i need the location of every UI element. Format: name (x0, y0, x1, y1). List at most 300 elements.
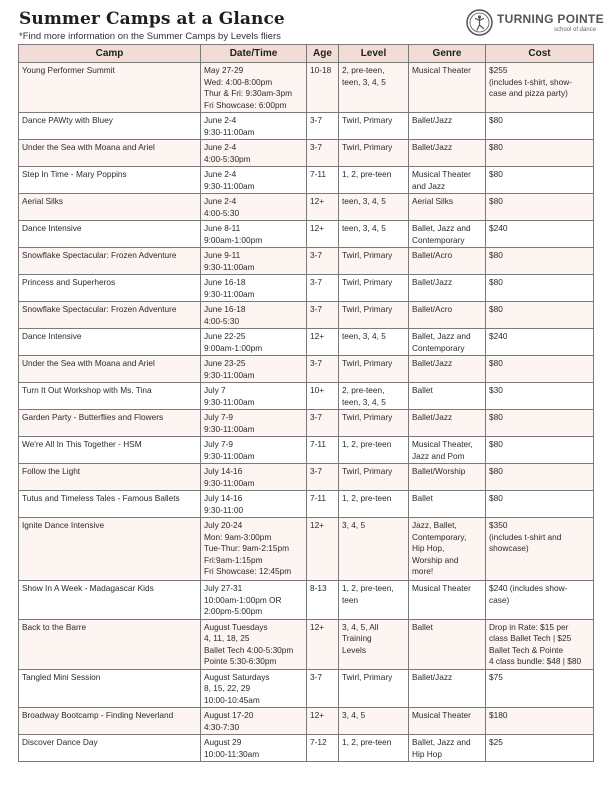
level-cell (339, 140, 409, 167)
table-row (19, 708, 594, 735)
cost-cell (486, 302, 594, 329)
date-time-cell (201, 329, 307, 356)
table-row (19, 275, 594, 302)
camp-name-cell: Under the Sea with Moana and Ariel (19, 356, 201, 383)
age-cell: 3-7 (307, 302, 339, 329)
date-time-cell (201, 581, 307, 620)
genre-line: Ballet (412, 385, 433, 395)
date-time-cell (201, 221, 307, 248)
cost-cell (486, 63, 594, 113)
age-cell: 12+ (307, 329, 339, 356)
camp-name-cell: Tangled Mini Session (19, 669, 201, 708)
date-time-line: June 2-4 (204, 142, 237, 152)
level-cell (339, 491, 409, 518)
date-time-cell (201, 518, 307, 581)
date-time-line: 9:30-11:00am (204, 261, 255, 272)
genre-line: Ballet (412, 493, 433, 503)
level-line: Twirl, Primary (342, 142, 393, 152)
age-cell: 3-7 (307, 410, 339, 437)
age-cell: 12+ (307, 619, 339, 669)
date-time-line: Fri Showcase: 12:45pm (204, 566, 292, 576)
level-cell (339, 437, 409, 464)
camp-name-cell: Dance Intensive (19, 221, 201, 248)
date-time-cell (201, 356, 307, 383)
level-cell (339, 63, 409, 113)
level-cell (339, 383, 409, 410)
date-time-line: May 27-29 (204, 65, 244, 75)
cost-line: $80 (489, 466, 503, 476)
cost-line: Ballet Tech & Pointe (489, 644, 564, 655)
date-time-line: 4:00-5:30 (204, 207, 240, 218)
date-time-cell (201, 383, 307, 410)
level-line: 1, 2, pre-teen, (342, 583, 394, 593)
date-time-line: Wed: 4:00-8:00pm (204, 76, 273, 87)
date-time-line: July 20-24 (204, 520, 243, 530)
camp-name-cell: Dance PAWty with Bluey (19, 113, 201, 140)
date-time-cell (201, 437, 307, 464)
date-time-cell (201, 167, 307, 194)
level-cell (339, 518, 409, 581)
level-cell (339, 669, 409, 708)
cost-line: case) (489, 594, 510, 605)
date-time-line: Pointe 5:30-6:30pm (204, 656, 277, 666)
camps-table (18, 44, 594, 762)
date-time-line: August 29 (204, 737, 242, 747)
camp-name-cell: Tutus and Timeless Tales - Famous Ballets (19, 491, 201, 518)
camp-name-cell: Snowflake Spectacular: Frozen Adventure (19, 248, 201, 275)
cost-line: (includes t-shirt and (489, 531, 562, 542)
level-cell (339, 329, 409, 356)
level-line: teen, 3, 4, 5 (342, 223, 386, 233)
level-cell (339, 248, 409, 275)
camp-name-cell: Show In A Week - Madagascar Kids (19, 581, 201, 620)
genre-cell (409, 437, 486, 464)
date-time-line: August Tuesdays (204, 621, 268, 632)
table-row (19, 140, 594, 167)
cost-line: $240 (489, 223, 508, 233)
date-time-cell (201, 669, 307, 708)
date-time-line: 9:00am-1:00pm (204, 234, 263, 245)
cost-line: $80 (489, 304, 503, 314)
level-line: teen, 3, 4, 5 (342, 196, 386, 206)
cost-cell (486, 194, 594, 221)
table-row (19, 410, 594, 437)
age-cell: 7-11 (307, 167, 339, 194)
genre-cell (409, 194, 486, 221)
level-cell (339, 410, 409, 437)
level-line: Levels (342, 644, 366, 655)
genre-cell (409, 619, 486, 669)
column-header-age: Age (307, 45, 339, 63)
level-line: 1, 2, pre-teen (342, 737, 392, 747)
cost-cell (486, 140, 594, 167)
date-time-line: June 16-18 (204, 304, 246, 314)
date-time-cell (201, 275, 307, 302)
camp-name-cell: Garden Party - Butterflies and Flowers (19, 410, 201, 437)
camp-name-cell: Follow the Light (19, 464, 201, 491)
level-cell (339, 356, 409, 383)
level-line: teen, 3, 4, 5 (342, 76, 386, 87)
age-cell: 3-7 (307, 140, 339, 167)
cost-line: $180 (489, 710, 508, 720)
date-time-line: 9:30-11:00 (204, 504, 244, 515)
genre-cell (409, 383, 486, 410)
level-cell (339, 113, 409, 140)
date-time-line: 4, 11, 18, 25 (204, 633, 250, 643)
level-cell (339, 735, 409, 762)
school-logo (466, 9, 602, 37)
logo-name: TURNING POINTE (497, 12, 604, 26)
cost-cell (486, 708, 594, 735)
cost-cell (486, 491, 594, 518)
date-time-line: July 7-9 (204, 412, 234, 422)
level-cell (339, 619, 409, 669)
cost-cell (486, 410, 594, 437)
cost-line: Drop in Rate: $15 per (489, 621, 569, 632)
genre-line: Ballet/Jazz (412, 115, 453, 125)
age-cell: 3-7 (307, 275, 339, 302)
genre-line: Hip Hop (412, 748, 442, 759)
age-cell: 3-7 (307, 356, 339, 383)
cost-line: $30 (489, 385, 503, 395)
genre-line: Contemporary, (412, 531, 467, 542)
camps-table-body (19, 63, 594, 762)
level-line: Twirl, Primary (342, 277, 393, 287)
date-time-line: Fri Showcase: 6:00pm (204, 99, 287, 110)
age-cell: 3-7 (307, 113, 339, 140)
level-line: teen, 3, 4, 5 (342, 396, 386, 407)
cost-line: $80 (489, 169, 503, 179)
cost-cell (486, 113, 594, 140)
genre-cell (409, 167, 486, 194)
table-row (19, 735, 594, 762)
genre-line: Ballet (412, 621, 433, 632)
table-row (19, 302, 594, 329)
level-line: Twirl, Primary (342, 304, 393, 314)
date-time-line: 2:00pm-5:00pm (204, 606, 263, 616)
table-row (19, 248, 594, 275)
age-cell: 12+ (307, 518, 339, 581)
camp-name-cell: Under the Sea with Moana and Ariel (19, 140, 201, 167)
column-header-level: Level (339, 45, 409, 63)
cost-line: $80 (489, 439, 503, 449)
cost-line: 4 class bundle: $48 | $80 (489, 656, 582, 666)
level-line: Twirl, Primary (342, 358, 393, 368)
genre-line: Worship and (412, 554, 459, 565)
date-time-cell (201, 113, 307, 140)
cost-line: $80 (489, 196, 503, 206)
page-title: Summer Camps at a Glance (19, 9, 285, 29)
cost-line: $255 (489, 65, 508, 75)
cost-cell (486, 383, 594, 410)
age-cell: 3-7 (307, 464, 339, 491)
table-row (19, 63, 594, 113)
genre-line: Ballet, Jazz and (412, 737, 471, 747)
level-cell (339, 275, 409, 302)
level-line: Twirl, Primary (342, 466, 393, 476)
table-row (19, 619, 594, 669)
date-time-line: 4:00-5:30pm (204, 153, 251, 164)
date-time-line: Mon: 9am-3:00pm (204, 531, 272, 542)
genre-line: Ballet/Acro (412, 250, 453, 260)
date-time-line: June 8-11 (204, 223, 241, 233)
genre-line: Musical Theater (412, 169, 471, 179)
date-time-line: July 27-31 (204, 583, 243, 593)
genre-line: Ballet/Jazz (412, 142, 453, 152)
cost-line: $75 (489, 671, 503, 682)
date-time-cell (201, 63, 307, 113)
genre-line: Musical Theater, (412, 439, 473, 449)
age-cell: 7-11 (307, 437, 339, 464)
column-header-date-time: Date/Time (201, 45, 307, 63)
page-subtitle: *Find more information on the Summer Camps by Levels fliers (19, 31, 281, 42)
age-cell: 12+ (307, 221, 339, 248)
age-cell: 10-18 (307, 63, 339, 113)
level-line: 1, 2, pre-teen (342, 439, 392, 449)
genre-line: Ballet/Jazz (412, 671, 453, 682)
cost-cell (486, 581, 594, 620)
dancer-emblem-icon (466, 9, 493, 36)
genre-cell (409, 329, 486, 356)
date-time-line: June 22-25 (204, 331, 246, 341)
cost-line: $240 (489, 331, 508, 341)
age-cell: 8-13 (307, 581, 339, 620)
date-time-cell (201, 194, 307, 221)
camp-name-cell: Turn It Out Workshop with Ms. Tina (19, 383, 201, 410)
genre-line: Ballet, Jazz and (412, 331, 471, 341)
genre-cell (409, 464, 486, 491)
camp-name-cell: Princess and Superheros (19, 275, 201, 302)
date-time-cell (201, 735, 307, 762)
date-time-line: Thur & Fri: 9:30am-3pm (204, 88, 293, 98)
genre-line: Musical Theater (412, 583, 471, 593)
genre-cell (409, 221, 486, 248)
date-time-line: August 17-20 (204, 710, 254, 720)
age-cell: 12+ (307, 708, 339, 735)
cost-line: $25 (489, 737, 503, 747)
table-row (19, 491, 594, 518)
date-time-line: 10:00-11:30am (204, 748, 260, 759)
camp-name-cell: Discover Dance Day (19, 735, 201, 762)
date-time-line: July 7 (204, 385, 226, 395)
genre-cell (409, 302, 486, 329)
genre-line: Jazz, Ballet, (412, 520, 457, 530)
cost-line: $80 (489, 358, 503, 368)
genre-cell (409, 63, 486, 113)
date-time-line: 8, 15, 22, 29 (204, 683, 251, 693)
camp-name-cell: Broadway Bootcamp - Finding Neverland (19, 708, 201, 735)
date-time-line: Tue-Thur: 9am-2:15pm (204, 543, 289, 553)
table-row (19, 194, 594, 221)
level-cell (339, 708, 409, 735)
level-line: 3, 4, 5, All (342, 621, 379, 632)
level-line: Training (342, 633, 372, 643)
camp-name-cell: Aerial Silks (19, 194, 201, 221)
cost-cell (486, 619, 594, 669)
camp-name-cell: Back to the Barre (19, 619, 201, 669)
date-time-line: July 14-16 (204, 493, 243, 503)
cost-line: showcase) (489, 543, 529, 553)
date-time-line: July 7-9 (204, 439, 234, 449)
genre-line: Contemporary (412, 342, 465, 353)
age-cell: 3-7 (307, 248, 339, 275)
cost-line: $80 (489, 493, 503, 503)
table-row (19, 669, 594, 708)
date-time-line: 10:00-10:45am (204, 694, 260, 705)
genre-line: Ballet/Worship (412, 466, 466, 476)
date-time-cell (201, 708, 307, 735)
cost-cell (486, 437, 594, 464)
date-time-cell (201, 410, 307, 437)
level-line: Twirl, Primary (342, 115, 393, 125)
column-header-genre: Genre (409, 45, 486, 63)
camp-name-cell: Ignite Dance Intensive (19, 518, 201, 581)
table-row (19, 356, 594, 383)
date-time-line: 4:30-7:30 (204, 721, 240, 732)
age-cell: 7-11 (307, 491, 339, 518)
genre-cell (409, 356, 486, 383)
date-time-line: 9:30-11:00am (204, 396, 255, 407)
genre-cell (409, 735, 486, 762)
cost-line: $350 (489, 520, 508, 530)
genre-line: Ballet/Jazz (412, 412, 453, 422)
cost-line: $80 (489, 142, 503, 152)
genre-line: Jazz and Pom (412, 450, 465, 461)
level-line: 2, pre-teen, (342, 65, 385, 75)
genre-cell (409, 140, 486, 167)
date-time-cell (201, 248, 307, 275)
level-cell (339, 194, 409, 221)
date-time-line: Ballet Tech 4:00-5:30pm (204, 644, 294, 655)
genre-line: Ballet, Jazz and (412, 223, 471, 233)
cost-line: $240 (includes show- (489, 583, 568, 593)
level-line: 3, 4, 5 (342, 710, 366, 720)
genre-cell (409, 113, 486, 140)
camp-name-cell: Snowflake Spectacular: Frozen Adventure (19, 302, 201, 329)
cost-line: $80 (489, 250, 503, 260)
date-time-line: 10:00am-1:00pm OR (204, 594, 282, 605)
level-cell (339, 221, 409, 248)
age-cell: 10+ (307, 383, 339, 410)
cost-cell (486, 669, 594, 708)
date-time-line: 9:00am-1:00pm (204, 342, 263, 353)
genre-line: Hip Hop, (412, 543, 445, 553)
column-header-camp: Camp (19, 45, 201, 63)
genre-line: Ballet/Jazz (412, 358, 453, 368)
genre-cell (409, 491, 486, 518)
age-cell: 3-7 (307, 669, 339, 708)
level-cell (339, 464, 409, 491)
genre-cell (409, 275, 486, 302)
level-cell (339, 302, 409, 329)
date-time-line: June 2-4 (204, 169, 237, 179)
date-time-line: 4:00-5:30 (204, 315, 240, 326)
date-time-line: June 2-4 (204, 196, 237, 206)
cost-cell (486, 735, 594, 762)
cost-cell (486, 167, 594, 194)
camp-name-cell: Young Performer Summit (19, 63, 201, 113)
level-line: 1, 2, pre-teen (342, 169, 392, 179)
cost-cell (486, 248, 594, 275)
level-line: Twirl, Primary (342, 412, 393, 422)
genre-line: Ballet/Jazz (412, 277, 453, 287)
table-header-row (19, 45, 594, 63)
level-cell (339, 581, 409, 620)
camp-name-cell: We're All In This Together - HSM (19, 437, 201, 464)
date-time-line: June 23-25 (204, 358, 246, 368)
level-line: Twirl, Primary (342, 671, 393, 682)
genre-line: Ballet/Acro (412, 304, 453, 314)
genre-line: Aerial Silks (412, 196, 454, 206)
genre-line: and Jazz (412, 180, 446, 191)
level-line: 1, 2, pre-teen (342, 493, 392, 503)
table-row (19, 329, 594, 356)
date-time-line: 9:30-11:00am (204, 369, 255, 380)
genre-line: Contemporary (412, 234, 465, 245)
table-row (19, 464, 594, 491)
genre-cell (409, 708, 486, 735)
table-row (19, 167, 594, 194)
level-line: 3, 4, 5 (342, 520, 366, 530)
level-cell (339, 167, 409, 194)
genre-line: Musical Theater (412, 65, 471, 75)
table-row (19, 518, 594, 581)
date-time-line: 9:30-11:00am (204, 180, 255, 191)
genre-cell (409, 410, 486, 437)
cost-cell (486, 275, 594, 302)
cost-line: case and pizza party) (489, 88, 568, 98)
genre-line: Musical Theater (412, 710, 471, 720)
genre-cell (409, 669, 486, 708)
logo-tagline: school of dance (554, 27, 597, 33)
date-time-cell (201, 491, 307, 518)
date-time-line: June 16-18 (204, 277, 246, 287)
table-row (19, 383, 594, 410)
cost-cell (486, 221, 594, 248)
date-time-line: 9:30-11:00am (204, 450, 255, 461)
date-time-line: July 14-16 (204, 466, 243, 476)
date-time-cell (201, 302, 307, 329)
table-row (19, 437, 594, 464)
column-header-cost: Cost (486, 45, 594, 63)
date-time-cell (201, 619, 307, 669)
age-cell: 7-12 (307, 735, 339, 762)
date-time-line: 9:30-11:00am (204, 126, 255, 137)
date-time-line: June 2-4 (204, 115, 237, 125)
date-time-line: June 9-11 (204, 250, 241, 260)
camp-name-cell: Step In Time - Mary Poppins (19, 167, 201, 194)
cost-line: $80 (489, 277, 503, 287)
table-row (19, 581, 594, 620)
date-time-cell (201, 140, 307, 167)
level-line: Twirl, Primary (342, 250, 393, 260)
date-time-line: 9:30-11:00am (204, 423, 255, 434)
genre-line: more! (412, 566, 434, 576)
cost-line: class Ballet Tech | $25 (489, 633, 572, 643)
table-row (19, 221, 594, 248)
table-row (19, 113, 594, 140)
date-time-cell (201, 464, 307, 491)
cost-cell (486, 464, 594, 491)
camp-name-cell: Dance Intensive (19, 329, 201, 356)
date-time-line: 9:30-11:00am (204, 477, 255, 488)
age-cell: 12+ (307, 194, 339, 221)
cost-cell (486, 356, 594, 383)
level-line: teen (342, 594, 359, 605)
cost-cell (486, 518, 594, 581)
genre-cell (409, 581, 486, 620)
cost-line: (includes t-shirt, show- (489, 76, 572, 87)
